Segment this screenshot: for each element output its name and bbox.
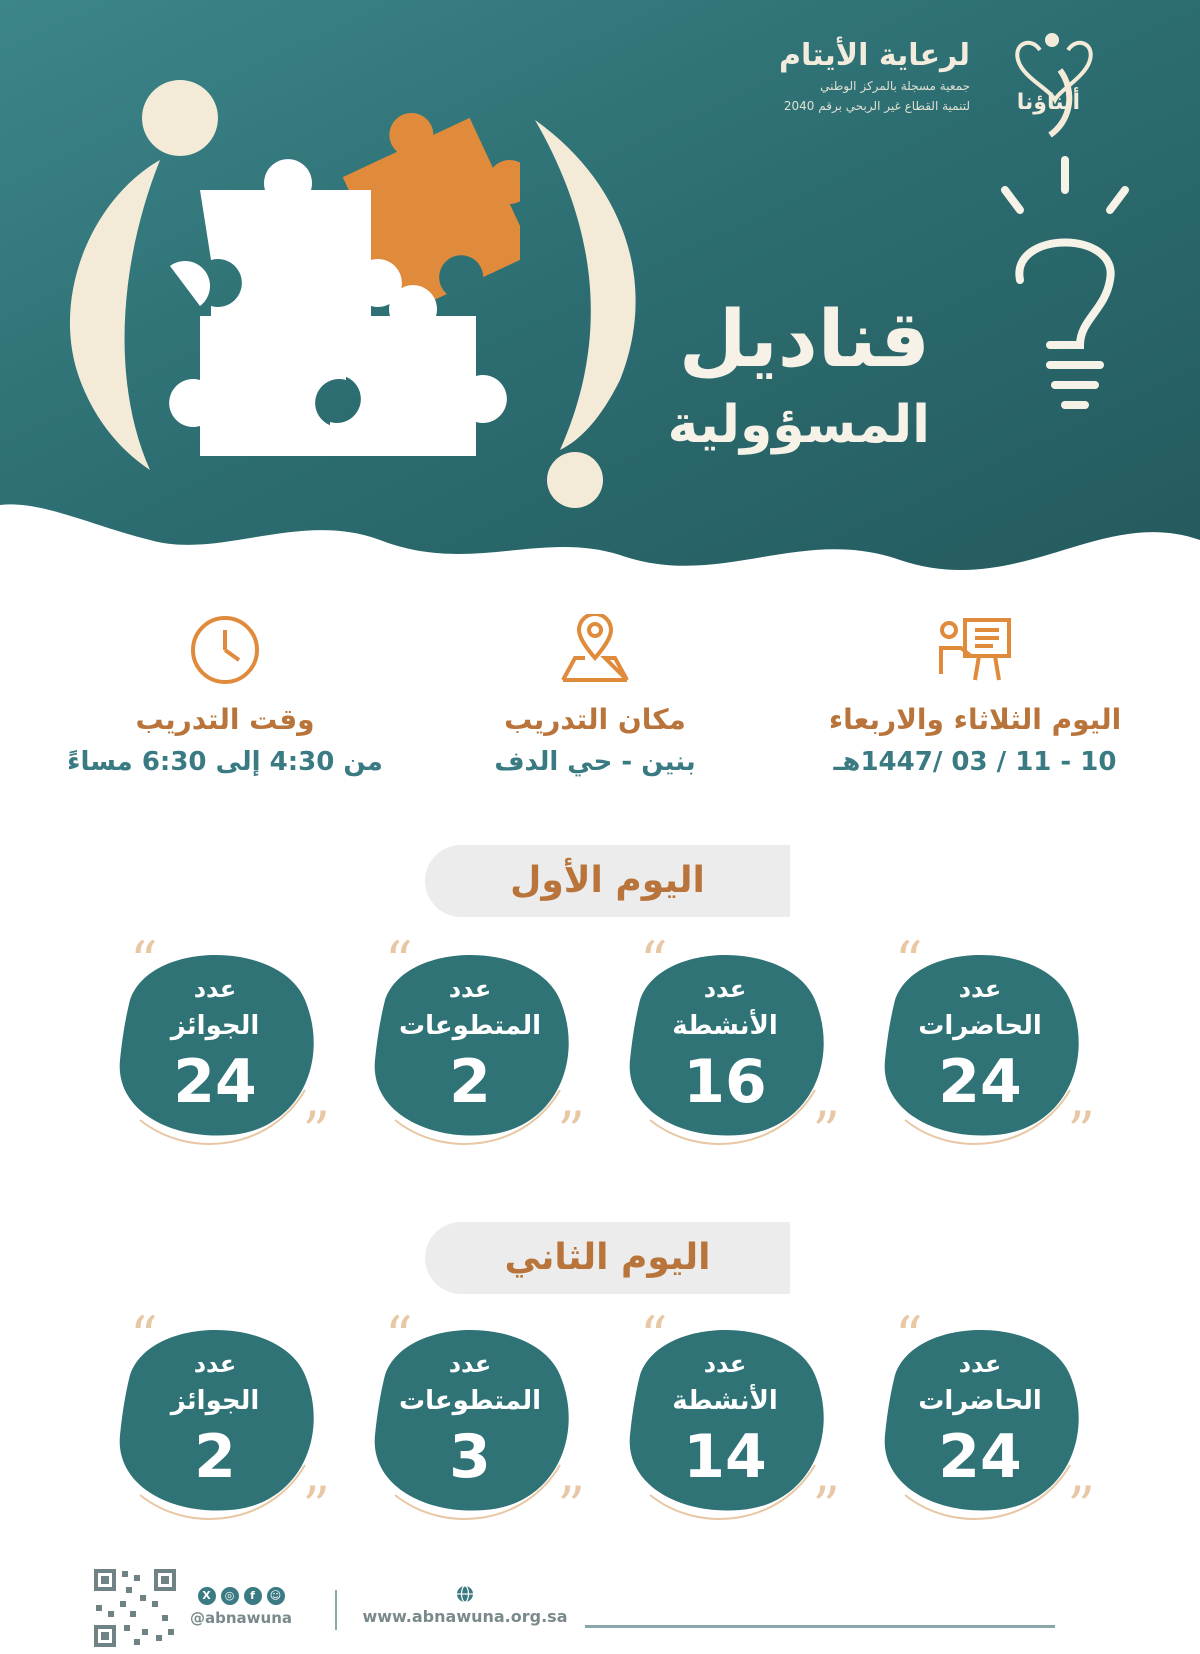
stat-volunteers bbox=[355, 1305, 585, 1538]
stat-prizes bbox=[100, 930, 330, 1163]
quote-open: “ bbox=[640, 930, 668, 993]
quote-close: ” bbox=[1067, 1100, 1095, 1163]
qr-code-icon[interactable] bbox=[90, 1565, 180, 1651]
info-place bbox=[430, 610, 760, 784]
snapchat-icon[interactable]: ☺ bbox=[267, 1587, 285, 1605]
stat-label-count: عدد bbox=[703, 975, 747, 1003]
stat-value: 3 bbox=[449, 1422, 491, 1492]
stat-value: 24 bbox=[938, 1422, 1022, 1492]
stat-label-count: عدد bbox=[193, 1350, 237, 1378]
logo-subtitle: جمعية مسجلة بالمركز الوطني bbox=[820, 79, 970, 93]
quote-close: ” bbox=[812, 1100, 840, 1163]
info-day-value: 10 - 11 / 03 /1447هـ bbox=[833, 747, 1117, 777]
info-day-label: اليوم الثلاثاء والاربعاء bbox=[828, 703, 1122, 736]
instagram-icon[interactable]: ◎ bbox=[221, 1587, 239, 1605]
stat-value: 14 bbox=[683, 1422, 767, 1492]
stat-volunteers bbox=[355, 930, 585, 1163]
stat-attendees bbox=[865, 1305, 1095, 1538]
day-one-stats bbox=[100, 930, 1100, 1170]
quote-close: ” bbox=[557, 1475, 585, 1538]
quote-open: “ bbox=[895, 1305, 923, 1368]
clock-icon bbox=[185, 614, 265, 686]
footer bbox=[90, 1565, 1170, 1645]
quote-open: “ bbox=[640, 1305, 668, 1368]
stat-label: المتطوعات bbox=[399, 1011, 541, 1041]
facebook-icon[interactable]: f bbox=[244, 1587, 262, 1605]
quote-open: “ bbox=[385, 1305, 413, 1368]
stat-attendees bbox=[865, 930, 1095, 1163]
stat-label-count: عدد bbox=[448, 1350, 492, 1378]
x-icon[interactable]: X bbox=[198, 1587, 216, 1605]
stat-label: الأنشطة bbox=[672, 1386, 778, 1416]
website-block bbox=[350, 1585, 580, 1626]
quote-close: ” bbox=[557, 1100, 585, 1163]
stat-label-count: عدد bbox=[703, 1350, 747, 1378]
stat-prizes bbox=[100, 1305, 330, 1538]
footer-line bbox=[585, 1625, 1055, 1628]
quote-open: “ bbox=[130, 930, 158, 993]
event-info bbox=[60, 610, 1140, 800]
social-icons bbox=[190, 1587, 292, 1605]
quote-close: ” bbox=[302, 1100, 330, 1163]
stat-label: الحاضرات bbox=[918, 1011, 1042, 1041]
info-time bbox=[60, 610, 390, 784]
stat-value: 24 bbox=[938, 1047, 1022, 1117]
stat-value: 24 bbox=[173, 1047, 257, 1117]
brand-mark-text: أبناؤنا bbox=[1016, 90, 1080, 115]
quote-open: “ bbox=[895, 930, 923, 993]
hero-banner bbox=[0, 0, 1200, 600]
quote-open: “ bbox=[130, 1305, 158, 1368]
stat-label: الجوائز bbox=[170, 1386, 260, 1416]
globe-icon bbox=[456, 1585, 474, 1603]
social-block bbox=[190, 1587, 292, 1627]
social-handle[interactable]: @abnawuna bbox=[190, 1609, 292, 1627]
day-two-stats bbox=[100, 1305, 1100, 1545]
day-one-title: اليوم الأول bbox=[510, 860, 705, 901]
hero-title-line1: قناديل bbox=[678, 295, 930, 385]
info-day bbox=[810, 610, 1140, 784]
quote-close: ” bbox=[1067, 1475, 1095, 1538]
stat-activities bbox=[610, 930, 840, 1163]
quote-open: “ bbox=[385, 930, 413, 993]
stat-activities bbox=[610, 1305, 840, 1538]
presentation-icon bbox=[935, 614, 1015, 686]
info-time-label: وقت التدريب bbox=[135, 703, 315, 736]
stat-label: المتطوعات bbox=[399, 1386, 541, 1416]
info-place-value: بنين - حي الدف bbox=[494, 747, 696, 777]
stat-value: 16 bbox=[683, 1047, 767, 1117]
hero-title-line2: المسؤولية bbox=[667, 395, 930, 455]
day-two-header bbox=[425, 1222, 790, 1294]
stat-label: الجوائز bbox=[170, 1011, 260, 1041]
quote-close: ” bbox=[812, 1475, 840, 1538]
hero-title bbox=[570, 290, 930, 460]
logo-title: لرعاية الأيتام bbox=[779, 38, 970, 73]
stat-label: الحاضرات bbox=[918, 1386, 1042, 1416]
puzzle-illustration bbox=[60, 70, 520, 470]
website-link[interactable]: www.abnawuna.org.sa bbox=[362, 1607, 568, 1626]
map-pin-icon bbox=[555, 614, 635, 686]
quote-close: ” bbox=[302, 1475, 330, 1538]
footer-divider bbox=[335, 1590, 337, 1630]
day-one-header bbox=[425, 845, 790, 917]
logo-registration: لتنمية القطاع غير الربحي برقم 2040 bbox=[783, 99, 970, 113]
stat-label-count: عدد bbox=[193, 975, 237, 1003]
stat-label-count: عدد bbox=[448, 975, 492, 1003]
info-time-value: من 4:30 إلى 6:30 مساءً bbox=[67, 747, 383, 777]
heart-logo-icon bbox=[1000, 30, 1110, 140]
stat-label: الأنشطة bbox=[672, 1011, 778, 1041]
lightbulb-icon bbox=[970, 150, 1140, 450]
stat-label-count: عدد bbox=[958, 975, 1002, 1003]
stat-label-count: عدد bbox=[958, 1350, 1002, 1378]
day-two-title: اليوم الثاني bbox=[504, 1237, 711, 1278]
stat-value: 2 bbox=[194, 1422, 236, 1492]
info-place-label: مكان التدريب bbox=[504, 703, 686, 736]
organization-logo bbox=[730, 30, 1110, 140]
stat-value: 2 bbox=[449, 1047, 491, 1117]
